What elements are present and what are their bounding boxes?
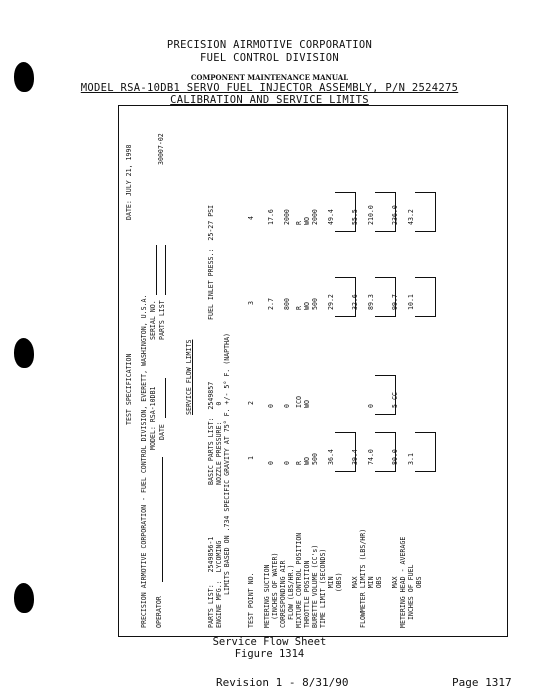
row-label: OBS: [415, 576, 423, 628]
row-label: OBS: [375, 576, 383, 628]
doc-number: 30007-02: [157, 133, 165, 165]
service-flow-limits-title: SERVICE FLOW LIMITS: [185, 339, 193, 415]
flow-max-4: 236.0: [391, 205, 399, 225]
parts-list-number: PARTS LIST: 2549856-1: [207, 536, 215, 628]
burette-3: 500: [311, 298, 319, 310]
head-avg-3: 10.1: [407, 294, 415, 310]
head-avg-1: 3.1: [407, 453, 415, 465]
division-name: FUEL CONTROL DIVISION: [199, 52, 340, 64]
mixture-3: R: [295, 306, 303, 310]
sheet-company-line: PRECISION AIRMOTIVE CORPORATION - FUEL CONTROL DIVISION, EVERETT, WASHINGTON, U.S.A.: [140, 294, 148, 628]
section-title: CALIBRATION AND SERVICE LIMITS: [170, 94, 369, 106]
row-label: METERING HEAD - AVERAGE: [399, 536, 407, 628]
sheet-date: DATE: JULY 21, 1998: [125, 144, 133, 220]
flow-max-3: 99.7: [391, 294, 399, 310]
row-label: FLOWMETER LIMITS (LBS/HR): [359, 528, 367, 628]
suction-2: 0: [267, 404, 275, 408]
page-number: Page 1317: [452, 676, 512, 689]
row-label: METERING SUCTION: [263, 564, 271, 628]
parts-list-label: PARTS LIST: [158, 300, 166, 340]
mixture-2: ICO: [295, 396, 303, 408]
flow-max-2: 5 CC: [391, 392, 399, 408]
head-avg-4: 43.2: [407, 209, 415, 225]
row-label: THROTTLE POSITION: [303, 560, 311, 628]
mixture-1: R: [295, 461, 303, 465]
row-label: (OBS): [335, 572, 343, 628]
row-label: INCHES OF FUEL: [407, 564, 415, 628]
binder-hole-bottom: [14, 583, 34, 613]
test-point-2: 2: [247, 401, 255, 405]
revision-line: Revision 1 - 8/31/90: [216, 676, 349, 689]
time-max-3: 32.6: [351, 294, 359, 310]
airflow-1: 0: [283, 461, 291, 465]
test-point-4: 4: [247, 216, 255, 220]
operator-label: OPERATOR: [155, 596, 163, 628]
row-label-test-point: TEST POINT NO.: [247, 572, 255, 628]
row-label: MAX: [351, 576, 359, 628]
figure-caption: Service Flow Sheet: [212, 636, 327, 648]
flow-min-4: 210.0: [367, 205, 375, 225]
date-label: DATE: [158, 424, 166, 440]
sheet-title: TEST SPECIFICATION: [125, 353, 133, 425]
basic-parts-list: BASIC PARTS LIST: 2549857: [207, 381, 215, 485]
burette-1: 500: [311, 453, 319, 465]
model-line: MODEL RSA-10DB1 SERVO FUEL INJECTOR ASSEMBLY, P/N 2524275: [80, 82, 459, 94]
flow-min-3: 89.3: [367, 294, 375, 310]
time-min-1: 36.4: [327, 449, 335, 465]
suction-1: 0: [267, 461, 275, 465]
flow-max-1: 80.0: [391, 449, 399, 465]
engine-mfg: ENGINE MFG.: LYCOMING: [215, 540, 223, 628]
test-point-3: 3: [247, 301, 255, 305]
throttle-2: WO: [303, 400, 311, 408]
time-max-4: 55.5: [351, 209, 359, 225]
flow-min-2: 0: [367, 404, 375, 408]
throttle-3: WO: [303, 302, 311, 310]
row-label: TIME LIMIT (SECONDS): [319, 548, 327, 628]
throttle-4: WO: [303, 217, 311, 225]
time-max-1: 39.4: [351, 449, 359, 465]
row-label: MIN: [327, 576, 335, 628]
throttle-1: WO: [303, 457, 311, 465]
burette-4: 2000: [311, 209, 319, 225]
suction-4: 17.6: [267, 209, 275, 225]
row-label: FLOW (LBS/HR.): [287, 564, 295, 628]
company-name: PRECISION AIRMOTIVE CORPORATION: [166, 39, 373, 51]
row-label: CORRESPONDING AIR: [279, 560, 287, 628]
binder-hole-middle: [14, 338, 34, 368]
suction-3: 2.7: [267, 298, 275, 310]
manual-title: COMPONENT MAINTENANCE MANUAL: [190, 73, 349, 82]
model-label: MODEL: RSA-10DB1: [149, 386, 157, 450]
test-point-1: 1: [247, 456, 255, 460]
time-min-3: 29.2: [327, 294, 335, 310]
row-label: MAX: [391, 576, 399, 628]
row-label: MIN: [367, 576, 375, 628]
airflow-2: 0: [283, 404, 291, 408]
limits-basis: LIMITS BASED ON .734 SPECIFIC GRAVITY AT 75° F. +/- 5° F. (NAPTHA): [223, 332, 231, 595]
figure-frame: [118, 105, 508, 637]
time-min-4: 49.4: [327, 209, 335, 225]
airflow-3: 800: [283, 298, 291, 310]
mixture-4: R: [295, 221, 303, 225]
figure-number: Figure 1314: [234, 648, 305, 660]
fuel-inlet-pressure: FUEL INLET PRESS.: 25-27 PSI: [207, 204, 215, 320]
row-label: MIXTURE CONTROL POSITION: [295, 532, 303, 628]
flow-min-1: 74.0: [367, 449, 375, 465]
row-label: BURETTE VOLUME (CC's): [311, 544, 319, 628]
nozzle-pressure: NOZZLE PRESSURE: 0: [215, 401, 223, 485]
row-label: (INCHES OF WATER): [271, 552, 279, 628]
airflow-4: 2000: [283, 209, 291, 225]
serial-no-label: SERIAL NO.: [149, 300, 157, 340]
